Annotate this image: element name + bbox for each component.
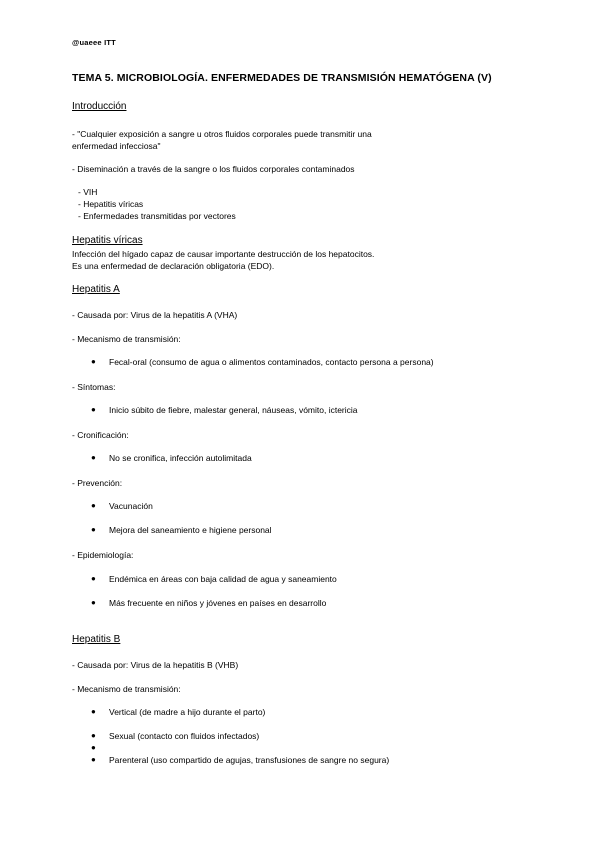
section-heading-hepatitis-a: Hepatitis A bbox=[72, 284, 120, 295]
bullet-icon: ● bbox=[91, 731, 96, 740]
section-heading-introduccion: Introducción bbox=[72, 101, 127, 112]
bullet-icon: ● bbox=[91, 598, 96, 607]
hep-b-mechanism-label: - Mecanismo de transmisión: bbox=[72, 684, 181, 694]
bullet-icon: ● bbox=[91, 707, 96, 716]
intro-dissemination: - Diseminación a través de la sangre o los fluidos corporales contaminados bbox=[72, 164, 355, 174]
hep-b-mechanism-item-1: Vertical (de madre a hijo durante el parto) bbox=[109, 707, 266, 717]
intro-item-vectores: - Enfermedades transmitidas por vectores bbox=[78, 211, 236, 221]
hep-a-mechanism-item: Fecal-oral (consumo de agua o alimentos contaminados, contacto persona a persona) bbox=[109, 357, 434, 367]
hep-a-chronic-label: - Cronificación: bbox=[72, 430, 129, 440]
intro-item-vih: - VIH bbox=[78, 187, 98, 197]
page-title: TEMA 5. MICROBIOLOGÍA. ENFERMEDADES DE TRANSMISIÓN HEMATÓGENA (V) bbox=[72, 72, 492, 84]
hep-a-chronic-item: No se cronifica, infección autolimitada bbox=[109, 453, 252, 463]
bullet-icon: ● bbox=[91, 574, 96, 583]
watermark: @uaeee ITT bbox=[72, 38, 116, 47]
hep-b-cause: - Causada por: Virus de la hepatitis B (VHB) bbox=[72, 660, 239, 670]
hep-a-prevention-item-2: Mejora del saneamiento e higiene personal bbox=[109, 525, 272, 535]
hep-a-prevention-label: - Prevención: bbox=[72, 478, 123, 488]
bullet-icon: ● bbox=[91, 501, 96, 510]
bullet-icon: ● bbox=[91, 743, 96, 752]
bullet-icon: ● bbox=[91, 405, 96, 414]
hep-a-symptoms-item: Inicio súbito de fiebre, malestar general, náuseas, vómito, ictericia bbox=[109, 405, 358, 415]
hep-a-mechanism-label: - Mecanismo de transmisión: bbox=[72, 334, 181, 344]
bullet-icon: ● bbox=[91, 453, 96, 462]
bullet-icon: ● bbox=[91, 755, 96, 764]
viral-hepatitis-line-1: Infección del hígado capaz de causar importante destrucción de los hepatocitos. bbox=[72, 249, 375, 259]
bullet-icon: ● bbox=[91, 525, 96, 534]
hep-a-epi-label: - Epidemiología: bbox=[72, 550, 134, 560]
hep-a-prevention-item-1: Vacunación bbox=[109, 501, 153, 511]
intro-item-hepatitis: - Hepatitis víricas bbox=[78, 199, 144, 209]
bullet-icon: ● bbox=[91, 357, 96, 366]
intro-quote-line-1: - "Cualquier exposición a sangre u otros fluidos corporales puede transmitir una bbox=[72, 129, 372, 139]
hep-a-epi-item-2: Más frecuente en niños y jóvenes en países en desarrollo bbox=[109, 598, 327, 608]
hep-a-cause: - Causada por: Virus de la hepatitis A (VHA) bbox=[72, 310, 238, 320]
intro-quote-line-2: enfermedad infecciosa" bbox=[72, 141, 161, 151]
viral-hepatitis-line-2: Es una enfermedad de declaración obligatoria (EDO). bbox=[72, 261, 275, 271]
section-heading-hepatitis-viricas: Hepatitis víricas bbox=[72, 235, 143, 246]
hep-b-mechanism-item-4: Parenteral (uso compartido de agujas, transfusiones de sangre no segura) bbox=[109, 755, 390, 765]
section-heading-hepatitis-b: Hepatitis B bbox=[72, 634, 121, 645]
hep-a-symptoms-label: - Síntomas: bbox=[72, 382, 116, 392]
hep-a-epi-item-1: Endémica en áreas con baja calidad de agua y saneamiento bbox=[109, 574, 337, 584]
hep-b-mechanism-item-2: Sexual (contacto con fluidos infectados) bbox=[109, 731, 260, 741]
